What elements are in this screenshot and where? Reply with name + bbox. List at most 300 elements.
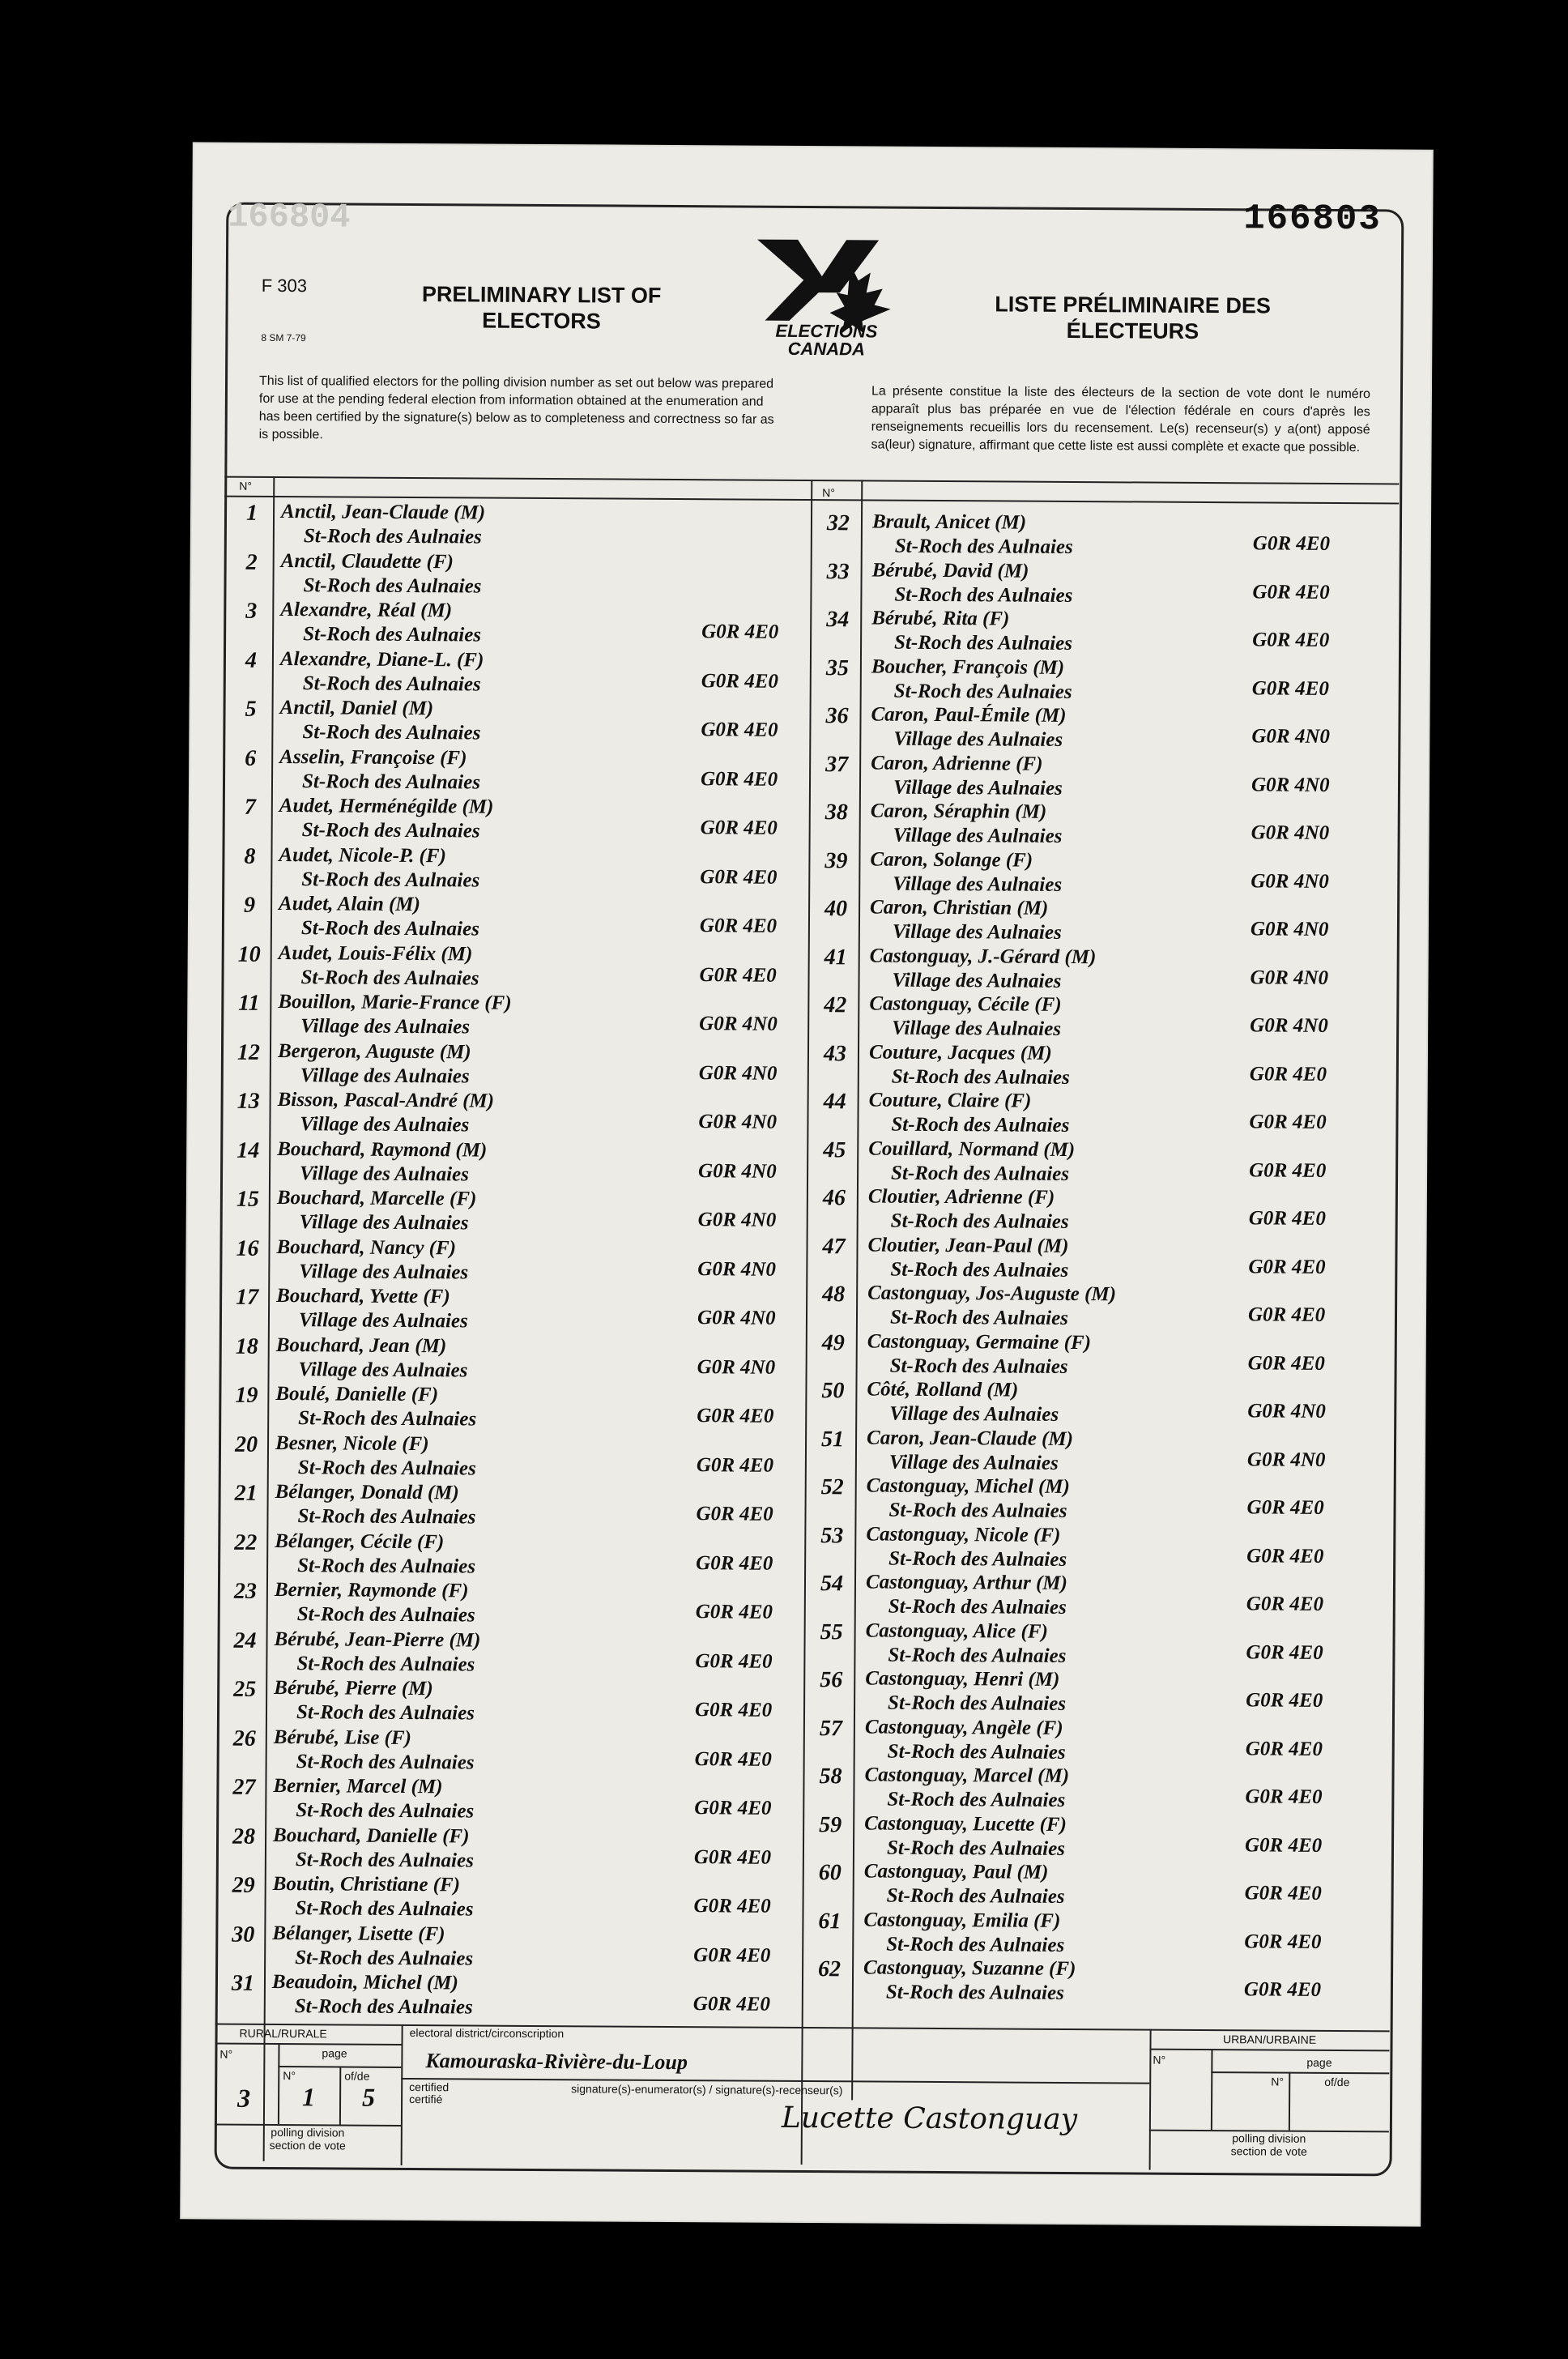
elector-name: Castonguay, Jos-Auguste (M): [867, 1282, 1117, 1306]
elector-entry: [820, 655, 1349, 707]
elector-number: 50: [821, 1378, 845, 1404]
elector-address: St-Roch des Aulnaies: [889, 1354, 1068, 1378]
elector-name: Couture, Claire (F): [868, 1089, 1032, 1112]
elector-number: 35: [825, 655, 849, 680]
elector-name: Bouchard, Danielle (F): [273, 1824, 470, 1847]
elector-number: 3: [245, 598, 258, 624]
elector-name: Bérubé, Rita (F): [871, 607, 1010, 630]
elector-postal-code: G0R 4E0: [1247, 1351, 1325, 1375]
elector-postal-code: G0R 4N0: [697, 1209, 777, 1231]
elector-number: 13: [236, 1088, 260, 1114]
elector-number: 4: [245, 647, 258, 673]
elector-number: 23: [233, 1578, 258, 1604]
elector-entry: [813, 1667, 1343, 1719]
elector-postal-code: G0R 4E0: [695, 1649, 773, 1673]
elector-name: Bouillon, Marie-France (F): [278, 991, 512, 1014]
elector-address: St-Roch des Aulnaies: [888, 1547, 1067, 1571]
elector-entry: [812, 1860, 1342, 1912]
elector-name: Alexandre, Réal (M): [280, 599, 453, 622]
elector-address: St-Roch des Aulnaies: [888, 1499, 1067, 1522]
elector-postal-code: G0R 4E0: [1244, 1882, 1322, 1905]
elector-postal-code: G0R 4E0: [1244, 1833, 1323, 1857]
elector-entry: [233, 549, 799, 601]
elector-postal-code: G0R 4E0: [699, 915, 778, 937]
elector-address: St-Roch des Aulnaies: [301, 770, 481, 794]
elector-name: Castonguay, Lucette (F): [864, 1811, 1067, 1836]
elector-number: 58: [819, 1764, 842, 1790]
rural-page-label: page: [322, 2046, 347, 2060]
serial-number-ghost: 166804: [228, 197, 351, 237]
elector-postal-code: G0R 4N0: [699, 1013, 778, 1035]
elector-name: Castonguay, Nicole (F): [866, 1522, 1061, 1546]
elector-address: Village des Aulnaies: [298, 1358, 468, 1381]
urban-page-divider: [1289, 2072, 1290, 2131]
elector-address: Village des Aulnaies: [300, 1015, 471, 1039]
elector-entry: [230, 1187, 795, 1239]
elector-name: Castonguay, Suzanne (F): [863, 1956, 1076, 1981]
elector-postal-code: G0R 4E0: [692, 1993, 771, 2016]
elector-number: 43: [823, 1040, 847, 1066]
elector-address: Village des Aulnaies: [888, 1451, 1059, 1474]
elector-postal-code: G0R 4E0: [1246, 1544, 1324, 1568]
elector-entry: [226, 1775, 791, 1827]
logo-text-line-2: CANADA: [787, 338, 866, 360]
elector-postal-code: G0R 4N0: [1247, 1400, 1326, 1423]
elector-number: 1: [245, 500, 258, 526]
elector-number: 60: [818, 1860, 842, 1886]
elector-postal-code: G0R 4E0: [699, 963, 777, 987]
elector-entry: [812, 1764, 1342, 1815]
elector-name: Caron, Paul-Émile (M): [871, 703, 1067, 727]
elector-number: 52: [820, 1474, 844, 1500]
elector-address: Village des Aulnaies: [893, 776, 1063, 800]
elector-address: St-Roch des Aulnaies: [297, 1505, 476, 1529]
elector-postal-code: G0R 4E0: [1246, 1689, 1323, 1712]
serial-number: 166803: [1243, 198, 1382, 241]
elector-entry: [232, 843, 797, 895]
elector-number: 30: [232, 1922, 255, 1947]
elector-address: Village des Aulnaies: [299, 1211, 469, 1235]
rural-page-of-label: of/de: [344, 2069, 370, 2083]
electoral-district-label: electoral district/circonscription: [409, 2026, 565, 2041]
elector-postal-code: G0R 4E0: [696, 1503, 773, 1525]
elector-postal-code: G0R 4E0: [1246, 1593, 1324, 1615]
certified-label: certified certifié: [409, 2080, 450, 2106]
elector-number: 38: [824, 800, 848, 825]
elector-postal-code: G0R 4E0: [1251, 676, 1329, 700]
elector-number: 44: [823, 1089, 846, 1115]
elector-name: Alexandre, Diane-L. (F): [279, 647, 484, 672]
elector-number: 56: [820, 1667, 843, 1693]
elector-number: 26: [232, 1726, 256, 1751]
elector-number: 31: [231, 1970, 255, 1996]
elector-entry: [228, 1431, 794, 1483]
elector-postal-code: G0R 4E0: [693, 1845, 772, 1869]
elector-address: St-Roch des Aulnaies: [891, 1065, 1070, 1089]
elector-number: 53: [820, 1522, 844, 1548]
elector-address: Village des Aulnaies: [299, 1162, 469, 1185]
elector-number: 16: [236, 1235, 259, 1261]
elector-name: Castonguay, Michel (M): [866, 1474, 1070, 1498]
elector-name: Anctil, Jean-Claude (M): [280, 501, 486, 524]
urban-page-label: page: [1306, 2055, 1332, 2069]
elector-entry: [818, 848, 1348, 900]
elector-postal-code: G0R 4E0: [1249, 1158, 1327, 1182]
elector-name: Bélanger, Cécile (F): [275, 1529, 445, 1553]
elector-name: Bouchard, Marcelle (F): [276, 1187, 477, 1210]
elector-name: Boutin, Christiane (F): [272, 1872, 461, 1896]
elector-name: Bélanger, Donald (M): [275, 1480, 459, 1504]
elector-number: 45: [823, 1137, 846, 1162]
elector-entry: [812, 1956, 1341, 2008]
elector-entry: [228, 1579, 793, 1631]
elector-address: St-Roch des Aulnaies: [301, 868, 480, 892]
elector-address: St-Roch des Aulnaies: [886, 1884, 1065, 1908]
elector-entry: [229, 1285, 795, 1337]
elector-address: St-Roch des Aulnaies: [894, 583, 1073, 607]
elector-name: Bouchard, Yvette (F): [276, 1285, 450, 1308]
urban-page-of-label: of/de: [1324, 2075, 1350, 2089]
elector-address: St-Roch des Aulnaies: [296, 1603, 475, 1627]
elector-number: 36: [825, 703, 849, 729]
elector-name: Castonguay, Alice (F): [865, 1619, 1048, 1643]
elector-name: Côté, Rolland (M): [867, 1378, 1019, 1401]
elector-name: Bérubé, Lise (F): [273, 1726, 412, 1749]
elector-number: 47: [822, 1233, 846, 1259]
elector-name: Bérubé, Jean-Pierre (M): [274, 1627, 481, 1652]
elector-entry: [231, 991, 796, 1043]
rural-page-no-label: N°: [283, 2069, 296, 2083]
elector-postal-code: G0R 4E0: [1248, 1207, 1326, 1230]
elector-number: 24: [233, 1627, 257, 1653]
elector-number: 55: [820, 1619, 843, 1644]
right-number-header: N°: [822, 486, 835, 500]
elector-address: Village des Aulnaies: [300, 1064, 470, 1087]
elector-postal-code: G0R 4N0: [1250, 918, 1329, 941]
elector-entry: [814, 1571, 1344, 1623]
elector-address: St-Roch des Aulnaies: [887, 1740, 1066, 1764]
elector-address: St-Roch des Aulnaies: [887, 1788, 1066, 1811]
elector-postal-code: G0R 4E0: [1246, 1496, 1324, 1519]
elector-address: St-Roch des Aulnaies: [885, 1981, 1064, 2004]
elector-name: Bisson, Pascal-André (M): [277, 1089, 495, 1112]
elector-number: 2: [245, 549, 258, 575]
elector-number: 57: [819, 1715, 842, 1741]
elector-postal-code: G0R 4N0: [697, 1355, 776, 1379]
elector-number: 37: [825, 751, 849, 777]
elector-name: Bergeron, Auguste (M): [277, 1039, 471, 1063]
elector-postal-code: G0R 4E0: [693, 1943, 771, 1967]
elector-name: Bouchard, Nancy (F): [276, 1235, 457, 1259]
elector-number: 9: [243, 892, 256, 918]
elector-entry: [812, 1812, 1342, 1864]
elector-number: 61: [818, 1908, 842, 1934]
rural-label: RURAL/RURALE: [239, 2026, 327, 2041]
elector-number: 25: [233, 1676, 257, 1702]
elector-number: 8: [244, 843, 256, 869]
elector-address: St-Roch des Aulnaies: [303, 574, 482, 598]
elector-entry: [813, 1716, 1343, 1768]
elector-postal-code: G0R 4E0: [1252, 629, 1330, 651]
elector-entry: [232, 697, 798, 749]
intro-text-french: La présente constitue la liste des électeurs de la section de vote dont le numéro apparaît plus bas préparée en vue de l'élection fédérale en cours d'après les renseignements recueillis lors du recensement. Le(s) recenseur(s) y a(ont) apposé sa(leur) signature, affirmant que cette liste est aussi complète et exacte que possible.: [871, 384, 1371, 455]
elector-entry: [234, 501, 799, 552]
elector-entry: [230, 1089, 795, 1141]
elector-postal-code: G0R 4E0: [1249, 1111, 1327, 1133]
elector-number: 11: [238, 990, 260, 1016]
elector-entry: [820, 607, 1349, 659]
elector-entry: [816, 1089, 1346, 1141]
urban-page-no-label: N°: [1271, 2075, 1285, 2088]
elector-postal-code: G0R 4E0: [1249, 1062, 1327, 1086]
elector-name: Castonguay, Paul (M): [863, 1860, 1049, 1883]
elector-postal-code: G0R 4E0: [694, 1699, 773, 1721]
elector-postal-code: G0R 4E0: [1245, 1785, 1323, 1808]
elector-postal-code: G0R 4N0: [1250, 966, 1329, 989]
elector-name: Anctil, Claudette (F): [280, 549, 454, 573]
rural-no-label: N°: [219, 2047, 233, 2061]
page-number: 1: [301, 2082, 316, 2112]
elector-name: Castonguay, Henri (M): [865, 1667, 1060, 1691]
elector-entry: [820, 510, 1350, 562]
elector-name: Bernier, Marcel (M): [273, 1774, 443, 1798]
elector-entry: [812, 1909, 1341, 1960]
elector-postal-code: G0R 4E0: [693, 1895, 771, 1917]
elector-number: 28: [232, 1824, 256, 1849]
elector-address: Village des Aulnaies: [889, 1402, 1059, 1426]
elector-number: 17: [236, 1284, 259, 1310]
elector-name: Bernier, Raymonde (F): [274, 1578, 469, 1602]
elector-entry: [818, 896, 1348, 948]
elector-postal-code: G0R 4E0: [700, 767, 778, 791]
elector-entry: [233, 647, 799, 699]
elector-entry: [817, 1041, 1347, 1093]
elector-entry: [817, 945, 1347, 996]
elector-address: St-Roch des Aulnaies: [891, 1113, 1070, 1137]
elector-entry: [816, 1282, 1345, 1333]
title-english: PRELIMINARY LIST OF ELECTORS: [421, 282, 662, 334]
elector-name: Couture, Jacques (M): [868, 1040, 1052, 1064]
elector-name: Audet, Herménégilde (M): [279, 795, 494, 818]
elector-number: 62: [817, 1956, 842, 1982]
elector-address: St-Roch des Aulnaies: [302, 721, 481, 744]
elector-entry: [232, 745, 798, 797]
elector-address: St-Roch des Aulnaies: [888, 1644, 1067, 1667]
elector-name: Bérubé, Pierre (M): [274, 1676, 433, 1700]
elector-address: St-Roch des Aulnaies: [296, 1652, 475, 1676]
document-page: [181, 143, 1432, 2225]
elector-entry: [814, 1474, 1344, 1526]
elector-address: St-Roch des Aulnaies: [894, 631, 1073, 655]
elector-number: 12: [236, 1039, 261, 1065]
elector-name: Caron, Solange (F): [870, 847, 1033, 872]
elector-postal-code: G0R 4E0: [1247, 1303, 1326, 1326]
elector-address: St-Roch des Aulnaies: [295, 1946, 474, 1970]
logo-text-line-1: ELECTIONS: [775, 320, 878, 342]
elector-entry: [815, 1427, 1344, 1478]
elector-entry: [819, 703, 1349, 755]
elector-number: 15: [236, 1186, 259, 1212]
elector-entry: [225, 1922, 790, 1973]
elector-address: St-Roch des Aulnaies: [297, 1456, 476, 1480]
elector-address: St-Roch des Aulnaies: [886, 1836, 1066, 1860]
elector-postal-code: G0R 4N0: [1251, 725, 1331, 748]
elector-entry: [817, 992, 1347, 1044]
elector-postal-code: G0R 4N0: [1251, 869, 1329, 893]
elector-number: 22: [234, 1529, 258, 1555]
elector-name: Bérubé, David (M): [871, 558, 1029, 582]
elector-name: Castonguay, Cécile (F): [869, 992, 1062, 1016]
elector-entry: [816, 1330, 1345, 1382]
elector-number: 21: [234, 1480, 258, 1506]
elector-entry: [227, 1726, 792, 1777]
elector-number: 14: [236, 1137, 260, 1163]
elector-address: St-Roch des Aulnaies: [296, 1750, 475, 1774]
elector-address: St-Roch des Aulnaies: [303, 525, 482, 548]
elector-postal-code: G0R 4N0: [698, 1159, 777, 1183]
elector-address: Village des Aulnaies: [892, 969, 1062, 992]
elector-name: Caron, Christian (M): [870, 896, 1049, 919]
elector-entry: [820, 559, 1349, 611]
elector-postal-code: G0R 4E0: [694, 1797, 772, 1819]
urban-no-label: N°: [1153, 2053, 1166, 2067]
elector-number: 54: [820, 1571, 844, 1597]
elector-number: 41: [824, 944, 847, 970]
elector-postal-code: G0R 4E0: [695, 1601, 773, 1623]
elector-address: Village des Aulnaies: [298, 1309, 468, 1333]
elector-address: St-Roch des Aulnaies: [891, 1162, 1070, 1185]
elector-name: Boucher, François (M): [871, 655, 1065, 679]
elector-number: 29: [232, 1872, 255, 1898]
elector-entry: [225, 1873, 790, 1925]
elector-postal-code: G0R 4E0: [1252, 532, 1331, 555]
elector-name: Cloutier, Jean-Paul (M): [867, 1233, 1069, 1257]
elector-postal-code: G0R 4E0: [1243, 1978, 1322, 2001]
elector-entry: [815, 1378, 1344, 1430]
elector-entry: [225, 1971, 790, 2023]
elector-postal-code: G0R 4E0: [701, 621, 779, 643]
elector-address: St-Roch des Aulnaies: [295, 1848, 474, 1872]
rural-polling-division-label: polling division section de vote: [269, 2125, 346, 2152]
elector-number: 7: [244, 794, 256, 820]
left-number-header: N°: [239, 479, 253, 493]
elector-number: 5: [245, 696, 257, 722]
elector-postal-code: G0R 4N0: [697, 1257, 776, 1281]
elector-number: 18: [235, 1333, 258, 1359]
elector-name: Castonguay, Angèle (F): [864, 1715, 1063, 1739]
elector-postal-code: G0R 4E0: [1248, 1255, 1326, 1278]
elector-postal-code: G0R 4E0: [696, 1551, 773, 1575]
elector-address: St-Roch des Aulnaies: [300, 966, 479, 990]
elector-postal-code: G0R 4E0: [701, 669, 779, 693]
elector-name: Audet, Alain (M): [279, 893, 420, 916]
elector-address: St-Roch des Aulnaies: [893, 680, 1072, 703]
elector-number: 20: [234, 1431, 258, 1457]
elector-entry: [233, 599, 799, 651]
elector-entry: [816, 1137, 1346, 1189]
elector-name: Bouchard, Raymond (M): [277, 1137, 488, 1162]
elector-postal-code: G0R 4E0: [696, 1453, 774, 1477]
elector-name: Brault, Anicet (M): [871, 510, 1027, 534]
elector-postal-code: G0R 4E0: [694, 1747, 772, 1771]
elector-postal-code: G0R 4N0: [1246, 1448, 1326, 1471]
elector-number: 46: [822, 1185, 846, 1211]
elector-entry: [816, 1234, 1345, 1286]
elector-name: Bouchard, Jean (M): [275, 1333, 447, 1357]
elector-name: Couillard, Normand (M): [868, 1137, 1076, 1161]
elector-postal-code: G0R 4N0: [1251, 821, 1330, 844]
elector-number: 49: [821, 1329, 845, 1355]
title-french: LISTE PRÉLIMINAIRE DES ÉLECTEURS: [995, 292, 1271, 343]
elector-postal-code: G0R 4E0: [700, 817, 778, 839]
elector-name: Asselin, Françoise (F): [279, 745, 467, 769]
elector-entry: [232, 893, 797, 945]
elector-name: Caron, Adrienne (F): [871, 751, 1043, 775]
elector-address: St-Roch des Aulnaies: [297, 1554, 476, 1578]
elector-name: Audet, Louis-Félix (M): [278, 941, 473, 965]
elector-name: Beaudoin, Michel (M): [271, 1970, 458, 1994]
elector-number: 27: [232, 1774, 256, 1800]
elector-name: Cloutier, Adrienne (F): [867, 1185, 1055, 1209]
elector-address: St-Roch des Aulnaies: [894, 535, 1073, 558]
elector-name: Bélanger, Lisette (F): [272, 1922, 445, 1945]
elector-address: St-Roch des Aulnaies: [890, 1209, 1069, 1233]
elector-number: 42: [824, 992, 847, 1018]
elector-entry: [231, 941, 796, 993]
elector-name: Castonguay, Germaine (F): [867, 1329, 1092, 1354]
elector-address: St-Roch des Aulnaies: [886, 1933, 1065, 1956]
elector-address: St-Roch des Aulnaies: [889, 1306, 1069, 1329]
intro-text-english: This list of qualified electors for the polling division number as set out below was prepared for use at the pending federal election from information obtained at the enumeration and has been certified by the signature(s) below as to completeness and correctness so far as is possible.: [258, 373, 774, 442]
elector-postal-code: G0R 4N0: [698, 1061, 778, 1085]
enumerator-signature: Lucette Castonguay: [781, 2101, 1078, 2137]
elector-address: St-Roch des Aulnaies: [888, 1691, 1067, 1715]
elector-entry: [227, 1677, 792, 1729]
elector-entry: [226, 1824, 791, 1875]
elector-name: Anctil, Daniel (M): [279, 697, 434, 720]
urban-polling-division-label: polling division section de vote: [1230, 2131, 1307, 2158]
elector-address: Village des Aulnaies: [893, 824, 1063, 847]
electoral-district-value: Kamouraska-Rivière-du-Loup: [425, 2049, 688, 2075]
form-code: F 303: [261, 275, 308, 296]
elector-entry: [228, 1529, 793, 1581]
elector-address: St-Roch des Aulnaies: [296, 1701, 475, 1725]
elector-address: St-Roch des Aulnaies: [294, 1995, 473, 2019]
elector-address: St-Roch des Aulnaies: [302, 672, 481, 696]
elector-entry: [230, 1137, 795, 1189]
elector-postal-code: G0R 4E0: [1246, 1640, 1323, 1664]
elector-address: St-Roch des Aulnaies: [888, 1595, 1067, 1619]
elector-entry: [819, 800, 1349, 851]
elector-postal-code: G0R 4N0: [698, 1111, 778, 1133]
elector-entry: [228, 1383, 794, 1435]
elector-entry: [814, 1523, 1344, 1575]
elector-number: 33: [826, 558, 850, 584]
elector-postal-code: G0R 4N0: [1251, 773, 1330, 796]
elector-number: 32: [826, 510, 850, 536]
elector-postal-code: G0R 4E0: [701, 719, 778, 741]
elector-address: Village des Aulnaies: [300, 1113, 470, 1137]
elector-entry: [228, 1333, 794, 1385]
elector-entry: [232, 795, 798, 847]
elector-name: Castonguay, Arthur (M): [865, 1571, 1068, 1594]
urban-label: URBAN/URBAINE: [1222, 2033, 1317, 2046]
elector-postal-code: G0R 4E0: [697, 1405, 774, 1427]
elector-address: St-Roch des Aulnaies: [298, 1407, 477, 1431]
form-date: 8 SM 7-79: [261, 331, 306, 344]
elector-name: Castonguay, Marcel (M): [864, 1764, 1070, 1787]
elector-number: 48: [822, 1282, 846, 1307]
